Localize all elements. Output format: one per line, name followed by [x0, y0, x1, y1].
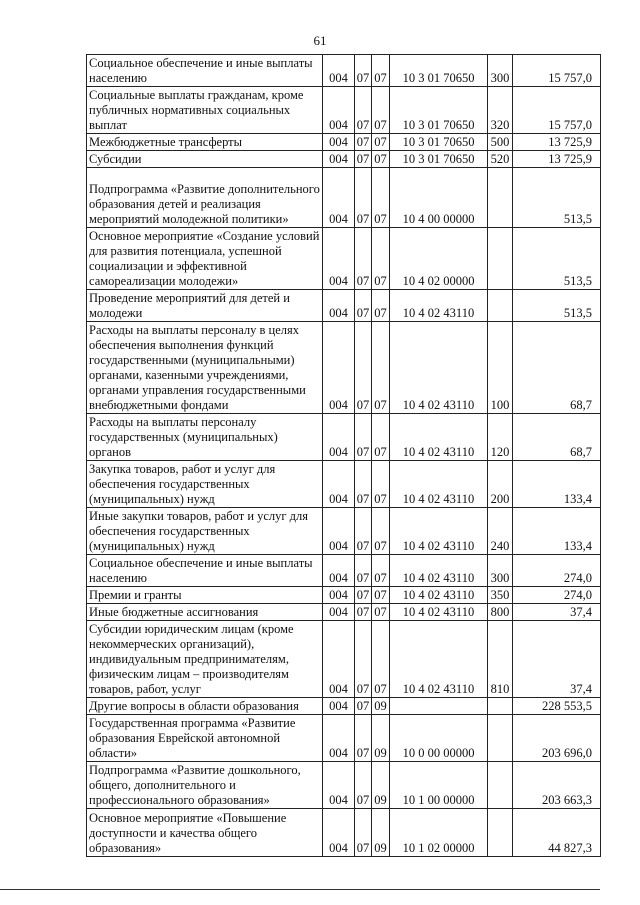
amount-cell: 68,7 — [513, 414, 601, 461]
ved-code-cell: 004 — [323, 55, 355, 87]
row-name-cell: Другие вопросы в области образования — [87, 698, 323, 715]
amount-cell: 133,4 — [513, 461, 601, 508]
amount-cell: 513,5 — [513, 290, 601, 322]
target-article-cell: 10 4 02 43110 — [390, 604, 488, 621]
table-row — [87, 809, 601, 857]
amount-cell: 13 725,9 — [513, 151, 601, 168]
expense-type-cell: 800 — [488, 604, 513, 621]
ved-code-cell: 004 — [323, 87, 355, 134]
subsection-code-cell: 07 — [372, 168, 390, 228]
expense-type-cell: 320 — [488, 87, 513, 134]
footer-rule — [0, 889, 600, 890]
target-article-cell: 10 3 01 70650 — [390, 55, 488, 87]
subsection-code-cell: 07 — [372, 55, 390, 87]
section-code-cell: 07 — [355, 228, 372, 290]
section-code-cell: 07 — [355, 555, 372, 587]
table-row — [87, 587, 601, 604]
target-article-cell: 10 4 00 00000 — [390, 168, 488, 228]
ved-code-cell: 004 — [323, 762, 355, 809]
target-article-cell: 10 4 02 43110 — [390, 414, 488, 461]
row-name-cell: Социальное обеспечение и иные выплаты населению — [87, 55, 323, 87]
table-row — [87, 698, 601, 715]
amount-cell: 513,5 — [513, 228, 601, 290]
subsection-code-cell: 09 — [372, 762, 390, 809]
row-name-cell: Расходы на выплаты персоналу в целях обеспечения выполнения функций государственными (муниципальными) органами, казенными учреждениями, органами управления государственными внебюджетными фондами — [87, 322, 323, 414]
amount-cell: 228 553,5 — [513, 698, 601, 715]
row-name-cell: Подпрограмма «Развитие дополнительного образования детей и реализация мероприятий молодежной политики» — [87, 168, 323, 228]
row-name-cell: Основное мероприятие «Повышение доступности и качества общего образования» — [87, 809, 323, 857]
ved-code-cell: 004 — [323, 228, 355, 290]
target-article-cell: 10 4 02 43110 — [390, 508, 488, 555]
ved-code-cell: 004 — [323, 134, 355, 151]
target-article-cell: 10 0 00 00000 — [390, 715, 488, 762]
amount-cell: 203 663,3 — [513, 762, 601, 809]
table-row — [87, 555, 601, 587]
table-row — [87, 55, 601, 87]
amount-cell: 44 827,3 — [513, 809, 601, 857]
section-code-cell: 07 — [355, 134, 372, 151]
ved-code-cell: 004 — [323, 621, 355, 698]
expense-type-cell — [488, 809, 513, 857]
expense-type-cell: 520 — [488, 151, 513, 168]
amount-cell: 274,0 — [513, 555, 601, 587]
ved-code-cell: 004 — [323, 461, 355, 508]
section-code-cell: 07 — [355, 715, 372, 762]
subsection-code-cell: 09 — [372, 809, 390, 857]
target-article-cell: 10 3 01 70650 — [390, 87, 488, 134]
subsection-code-cell: 07 — [372, 322, 390, 414]
ved-code-cell: 004 — [323, 168, 355, 228]
ved-code-cell: 004 — [323, 587, 355, 604]
amount-cell: 15 757,0 — [513, 87, 601, 134]
expense-type-cell: 500 — [488, 134, 513, 151]
table-row — [87, 715, 601, 762]
ved-code-cell: 004 — [323, 715, 355, 762]
section-code-cell: 07 — [355, 290, 372, 322]
subsection-code-cell: 07 — [372, 414, 390, 461]
subsection-code-cell: 07 — [372, 151, 390, 168]
section-code-cell: 07 — [355, 151, 372, 168]
ved-code-cell: 004 — [323, 604, 355, 621]
table-row — [87, 151, 601, 168]
target-article-cell: 10 1 00 00000 — [390, 762, 488, 809]
ved-code-cell: 004 — [323, 414, 355, 461]
ved-code-cell: 004 — [323, 322, 355, 414]
row-name-cell: Государственная программа «Развитие образования Еврейской автономной области» — [87, 715, 323, 762]
table-row — [87, 290, 601, 322]
table-row — [87, 414, 601, 461]
amount-cell: 13 725,9 — [513, 134, 601, 151]
subsection-code-cell: 07 — [372, 87, 390, 134]
table-row — [87, 228, 601, 290]
expense-type-cell: 240 — [488, 508, 513, 555]
subsection-code-cell: 07 — [372, 228, 390, 290]
row-name-cell: Премии и гранты — [87, 587, 323, 604]
amount-cell: 133,4 — [513, 508, 601, 555]
section-code-cell: 07 — [355, 168, 372, 228]
table-row — [87, 604, 601, 621]
table-row — [87, 87, 601, 134]
row-name-cell: Субсидии — [87, 151, 323, 168]
amount-cell: 37,4 — [513, 621, 601, 698]
target-article-cell: 10 4 02 43110 — [390, 461, 488, 508]
subsection-code-cell: 07 — [372, 290, 390, 322]
row-name-cell: Закупка товаров, работ и услуг для обеспечения государственных (муниципальных) нужд — [87, 461, 323, 508]
table-row — [87, 322, 601, 414]
row-name-cell: Субсидии юридическим лицам (кроме некоммерческих организаций), индивидуальным предпринимателям, физическим лицам – производителям товаров, работ, услуг — [87, 621, 323, 698]
target-article-cell: 10 4 02 43110 — [390, 555, 488, 587]
amount-cell: 513,5 — [513, 168, 601, 228]
target-article-cell: 10 4 02 43110 — [390, 322, 488, 414]
target-article-cell: 10 3 01 70650 — [390, 134, 488, 151]
table-row — [87, 621, 601, 698]
ved-code-cell: 004 — [323, 151, 355, 168]
expense-type-cell: 120 — [488, 414, 513, 461]
amount-cell: 274,0 — [513, 587, 601, 604]
subsection-code-cell: 07 — [372, 461, 390, 508]
amount-cell: 203 696,0 — [513, 715, 601, 762]
row-name-cell: Социальное обеспечение и иные выплаты населению — [87, 555, 323, 587]
row-name-cell: Межбюджетные трансферты — [87, 134, 323, 151]
amount-cell: 15 757,0 — [513, 55, 601, 87]
target-article-cell: 10 3 01 70650 — [390, 151, 488, 168]
table-row — [87, 134, 601, 151]
row-name-cell: Основное мероприятие «Создание условий для развития потенциала, успешной социализации и эффективной самореализации молодежи» — [87, 228, 323, 290]
expense-type-cell: 100 — [488, 322, 513, 414]
amount-cell: 37,4 — [513, 604, 601, 621]
budget-table — [86, 54, 601, 857]
target-article-cell: 10 4 02 43110 — [390, 587, 488, 604]
section-code-cell: 07 — [355, 809, 372, 857]
ved-code-cell: 004 — [323, 508, 355, 555]
table-row — [87, 168, 601, 228]
row-name-cell: Социальные выплаты гражданам, кроме публичных нормативных социальных выплат — [87, 87, 323, 134]
expense-type-cell — [488, 168, 513, 228]
subsection-code-cell: 07 — [372, 555, 390, 587]
section-code-cell: 07 — [355, 461, 372, 508]
subsection-code-cell: 07 — [372, 587, 390, 604]
subsection-code-cell: 09 — [372, 715, 390, 762]
ved-code-cell: 004 — [323, 809, 355, 857]
section-code-cell: 07 — [355, 604, 372, 621]
section-code-cell: 07 — [355, 55, 372, 87]
target-article-cell: 10 4 02 43110 — [390, 621, 488, 698]
row-name-cell: Проведение мероприятий для детей и молодежи — [87, 290, 323, 322]
expense-type-cell — [488, 228, 513, 290]
section-code-cell: 07 — [355, 87, 372, 134]
section-code-cell: 07 — [355, 698, 372, 715]
section-code-cell: 07 — [355, 414, 372, 461]
subsection-code-cell: 07 — [372, 134, 390, 151]
table-row — [87, 508, 601, 555]
expense-type-cell: 300 — [488, 55, 513, 87]
target-article-cell — [390, 698, 488, 715]
ved-code-cell: 004 — [323, 698, 355, 715]
ved-code-cell: 004 — [323, 555, 355, 587]
amount-cell: 68,7 — [513, 322, 601, 414]
subsection-code-cell: 07 — [372, 621, 390, 698]
target-article-cell: 10 4 02 00000 — [390, 228, 488, 290]
target-article-cell: 10 4 02 43110 — [390, 290, 488, 322]
section-code-cell: 07 — [355, 762, 372, 809]
subsection-code-cell: 07 — [372, 508, 390, 555]
row-name-cell: Расходы на выплаты персоналу государственных (муниципальных) органов — [87, 414, 323, 461]
table-row — [87, 762, 601, 809]
expense-type-cell — [488, 762, 513, 809]
expense-type-cell: 350 — [488, 587, 513, 604]
row-name-cell: Подпрограмма «Развитие дошкольного, общего, дополнительного и профессионального образования» — [87, 762, 323, 809]
row-name-cell: Иные бюджетные ассигнования — [87, 604, 323, 621]
expense-type-cell — [488, 698, 513, 715]
row-name-cell: Иные закупки товаров, работ и услуг для обеспечения государственных (муниципальных) нужд — [87, 508, 323, 555]
section-code-cell: 07 — [355, 508, 372, 555]
subsection-code-cell: 07 — [372, 604, 390, 621]
expense-type-cell: 200 — [488, 461, 513, 508]
expense-type-cell — [488, 715, 513, 762]
page-number: 61 — [313, 33, 327, 48]
section-code-cell: 07 — [355, 621, 372, 698]
section-code-cell: 07 — [355, 587, 372, 604]
expense-type-cell — [488, 290, 513, 322]
expense-type-cell: 300 — [488, 555, 513, 587]
ved-code-cell: 004 — [323, 290, 355, 322]
subsection-code-cell: 09 — [372, 698, 390, 715]
table-row — [87, 461, 601, 508]
section-code-cell: 07 — [355, 322, 372, 414]
expense-type-cell: 810 — [488, 621, 513, 698]
target-article-cell: 10 1 02 00000 — [390, 809, 488, 857]
